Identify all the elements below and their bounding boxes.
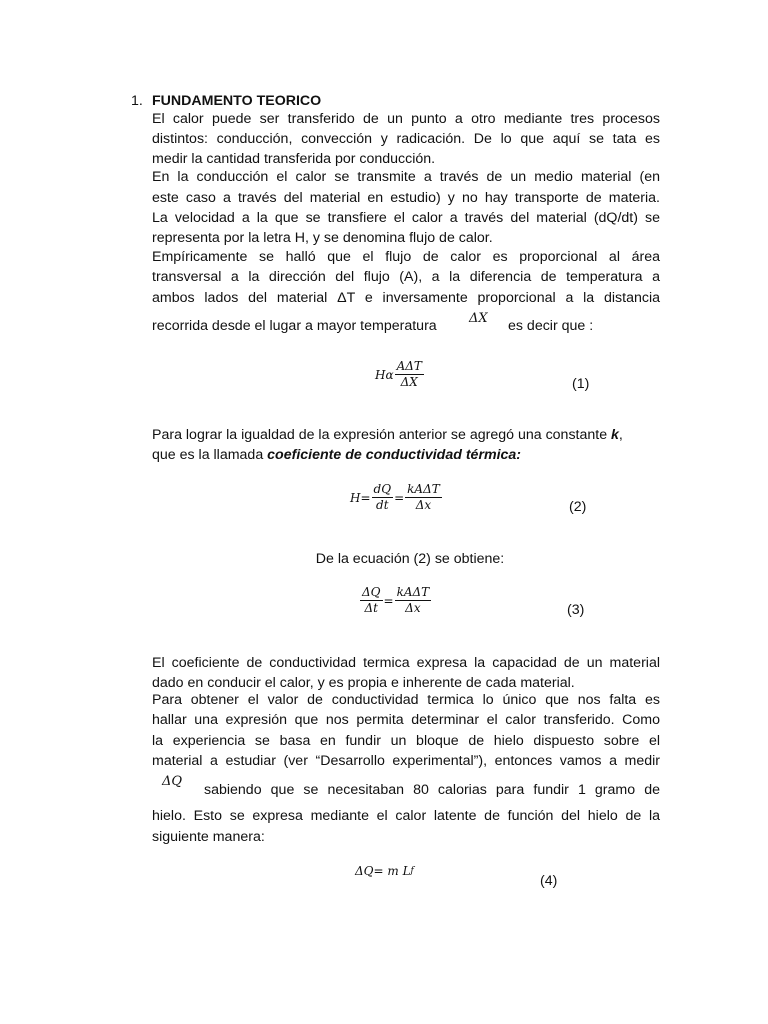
equation-2-fraction-2 — [405, 483, 442, 512]
equation-2-lhs: H= — [350, 490, 371, 505]
paragraph-line: siguiente manera: — [152, 829, 265, 845]
equation-2 — [350, 483, 443, 512]
section-title: FUNDAMENTO TEORICO — [152, 93, 322, 109]
equation-3 — [359, 586, 432, 615]
paragraph-line: este caso a través del material en estudio) y no hay transporte de materia. — [152, 190, 660, 206]
paragraph-line: recorrida desde el lugar a mayor temperatura — [152, 318, 437, 334]
paragraph-line: Para obtener el valor de conductividad termica lo único que nos falta es — [152, 692, 660, 708]
constant-k: k — [611, 427, 619, 443]
paragraph-line: transversal a la dirección del flujo (A), a la diferencia de temperatura a — [152, 269, 660, 285]
equation-2-fraction-1 — [372, 483, 394, 512]
paragraph-line: El coeficiente de conductividad termica expresa la capacidad de un material — [152, 655, 660, 671]
paragraph-text: que es la llamada — [152, 447, 268, 463]
paragraph-line: ambos lados del material ΔT e inversamente proporcional a la distancia — [152, 290, 660, 306]
equation-1-denominator: ΔX — [400, 375, 418, 389]
paragraph-line: representa por la letra H, y se denomina flujo de calor. — [152, 230, 493, 246]
equation-4-subscript: f — [410, 866, 414, 876]
paragraph-line: En la conducción el calor se transmite a través de un medio material (en — [152, 169, 660, 185]
equation-3-equals: = — [383, 593, 394, 608]
paragraph-line: hielo. Esto se expresa mediante el calor latente de función del hielo de la — [152, 808, 660, 824]
paragraph-line — [152, 445, 660, 465]
paragraph-line: medir la cantidad transferida por conducción. — [152, 151, 436, 167]
inline-math-delta-q: ΔQ — [162, 774, 183, 789]
section-number: 1. — [131, 93, 143, 109]
paragraph-text: Para lograr la igualdad de la expresión anterior se agregó una constante — [152, 427, 612, 443]
paragraph-line: Empíricamente se halló que el flujo de calor es proporcional al área — [152, 249, 660, 265]
paragraph-line: La velocidad a la que se transfiere el calor a través del material (dQ/dt) se — [152, 210, 660, 226]
equation-4 — [355, 864, 414, 878]
paragraph-line: material a estudiar (ver “Desarrollo experimental”), entonces vamos a medir — [152, 753, 660, 769]
equation-3-denominator-1: Δt — [364, 601, 378, 615]
equation-4-label: (4) — [540, 873, 558, 889]
paragraph-line: es decir que : — [508, 318, 594, 334]
equation-3-numerator-2: kAΔT — [396, 585, 430, 599]
equation-2-label: (2) — [569, 499, 587, 515]
paragraph-line: hallar una expresión que nos permita determinar el calor transferido. Como — [152, 712, 660, 728]
equation-2-numerator-2: kAΔT — [407, 482, 440, 496]
equation-1-label: (1) — [572, 376, 590, 392]
inline-math-delta-x: ΔX — [469, 311, 488, 326]
paragraph-line — [152, 425, 672, 445]
conductivity-term: coeficiente de conductividad térmica: — [267, 447, 522, 463]
equation-2-denominator-1: dt — [376, 498, 389, 512]
paragraph-text: , — [618, 427, 623, 443]
equation-3-numerator-1: ΔQ — [362, 585, 381, 599]
equation-2-denominator-2: Δx — [415, 498, 432, 512]
equation-3-fraction-1 — [360, 586, 383, 615]
equation-1-fraction — [395, 360, 424, 389]
paragraph-line: dado en conducir el calor, y es propia e inherente de cada material. — [152, 675, 575, 691]
paragraph-line: sabiendo que se necesitaban 80 calorias para fundir 1 gramo de — [204, 782, 660, 798]
equation-3-denominator-2: Δx — [405, 601, 421, 615]
equation-4-lhs: ΔQ= m L — [355, 864, 411, 878]
equation-1 — [375, 360, 425, 389]
equation-2-numerator-1: dQ — [373, 482, 392, 496]
equation-3-label: (3) — [567, 602, 585, 618]
paragraph-line: la experiencia se basa en fundir un bloque de hielo dispuesto sobre el — [152, 733, 660, 749]
equation-2-equals: = — [394, 490, 405, 505]
paragraph-line: distintos: conducción, convección y radicación. De lo que aquí se tata es — [152, 131, 660, 147]
equation-3-fraction-2 — [395, 586, 432, 615]
equation-intro: De la ecuación (2) se obtiene: — [315, 551, 505, 567]
paragraph-line: El calor puede ser transferido de un punto a otro mediante tres procesos — [152, 111, 660, 127]
equation-1-lhs: Hα — [375, 367, 394, 382]
equation-1-numerator: AΔT — [396, 359, 422, 373]
